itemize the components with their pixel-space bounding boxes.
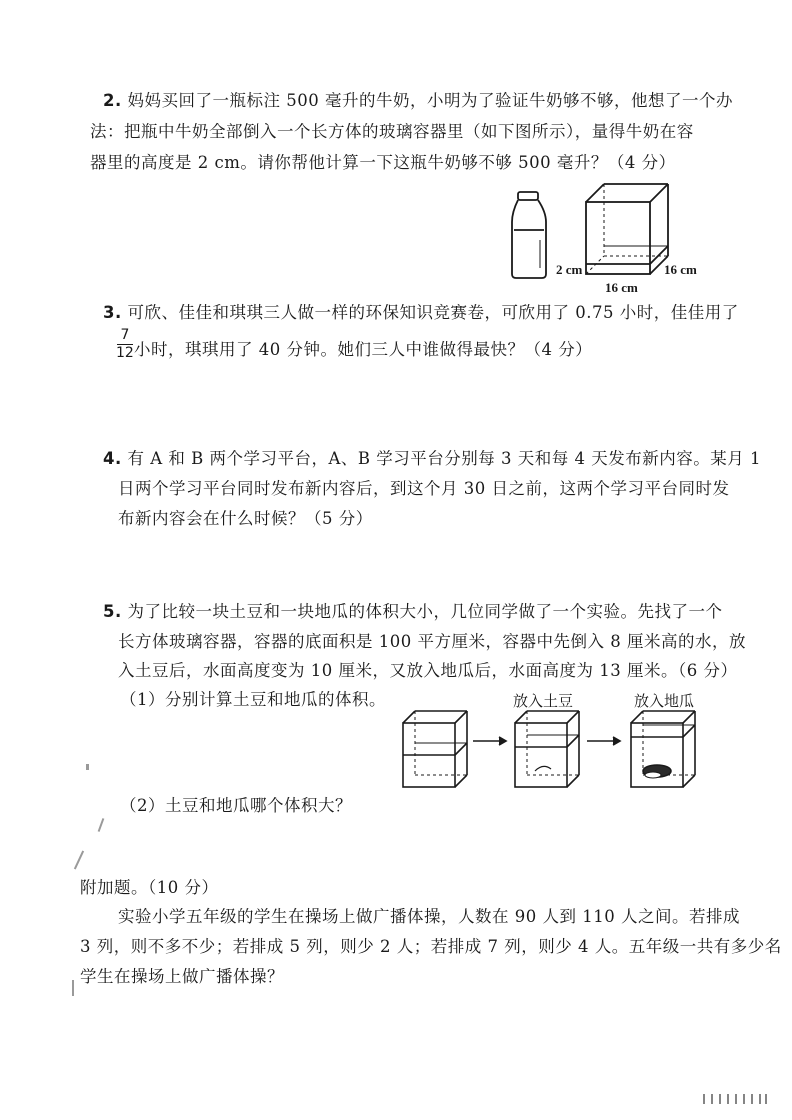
question-4-line-2: 日两个学习平台同时发布新内容后，到这个月 30 日之前，这两个学习平台同时发	[118, 479, 730, 498]
bonus-title: 附加题。（10 分）	[80, 878, 219, 897]
page-edge-marks	[700, 1092, 770, 1106]
container-width-label: 16 cm	[605, 280, 638, 295]
question-2-line-3: 器里的高度是 2 cm。请你帮他计算一下这瓶牛奶够不够 500 毫升？（4 分）	[90, 153, 676, 172]
scan-speck	[72, 980, 74, 996]
question-5-line-3: 入土豆后，水面高度变为 10 厘米，又放入地瓜后，水面高度为 13 厘米。（6 分）	[118, 661, 738, 680]
question-5-line-1: 5. 为了比较一块土豆和一块地瓜的体积大小，几位同学做了一个实验。先找了一个	[103, 602, 723, 621]
question-3-line-2: 小时，琪琪用了 40 分钟。她们三人中谁做得最快？（4 分）	[134, 340, 593, 359]
bonus-line-3: 学生在操场上做广播体操？	[80, 967, 284, 986]
container-depth-label: 16 cm	[664, 262, 697, 277]
scan-speck	[74, 851, 84, 870]
question-2-line-2: 法：把瓶中牛奶全部倒入一个长方体的玻璃容器里（如下图所示），量得牛奶在容	[90, 122, 694, 141]
question-3-line-1: 3. 可欣、佳佳和琪琪三人做一样的环保知识竞赛卷，可欣用了 0.75 小时，佳佳用了	[103, 303, 739, 322]
label-add-potato: 放入土豆	[513, 692, 574, 710]
question-4-number: 4.	[103, 449, 122, 468]
question-4-line-1: 4. 有 A 和 B 两个学习平台，A、B 学习平台分别每 3 天和每 4 天发布新内容。某月 1	[103, 449, 762, 468]
question-4-line-3: 布新内容会在什么时候？（5 分）	[118, 509, 373, 528]
arrow-right-icon	[587, 737, 620, 745]
container-height-label: 2 cm	[556, 262, 583, 277]
scan-speck	[86, 764, 89, 770]
bonus-line-1: 实验小学五年级的学生在操场上做广播体操，人数在 90 人到 110 人之间。若排成	[118, 907, 740, 926]
volume-experiment-figure	[395, 705, 705, 795]
label-add-sweet-potato: 放入地瓜	[634, 692, 695, 710]
question-5-number: 5.	[103, 602, 122, 621]
question-5-sub-1: （1）分别计算土豆和地瓜的体积。	[120, 690, 386, 709]
question-5-sub-2: （2）土豆和地瓜哪个体积大？	[120, 796, 352, 815]
scan-speck	[98, 818, 105, 832]
fraction-seven-twelfths: 7 12	[116, 327, 134, 361]
question-5-line-2: 长方体玻璃容器，容器的底面积是 100 平方厘米，容器中先倒入 8 厘米高的水，放	[118, 632, 746, 651]
glass-container-cube	[586, 184, 668, 274]
milk-bottle-icon	[512, 192, 546, 278]
container-with-potato	[515, 711, 579, 787]
question-2-number: 2.	[103, 91, 122, 110]
bonus-line-2: 3 列，则不多不少；若排成 5 列，则少 2 人；若排成 7 列，则少 4 人。五年级一共有多少名	[80, 937, 782, 956]
container-with-sweet-potato	[631, 711, 695, 787]
question-3-number: 3.	[103, 303, 122, 322]
question-2-line-1: 2. 妈妈买回了一瓶标注 500 毫升的牛奶，小明为了验证牛奶够不够，他想了一个办	[103, 91, 733, 110]
container-water-only	[403, 711, 467, 787]
arrow-right-icon	[473, 737, 506, 745]
